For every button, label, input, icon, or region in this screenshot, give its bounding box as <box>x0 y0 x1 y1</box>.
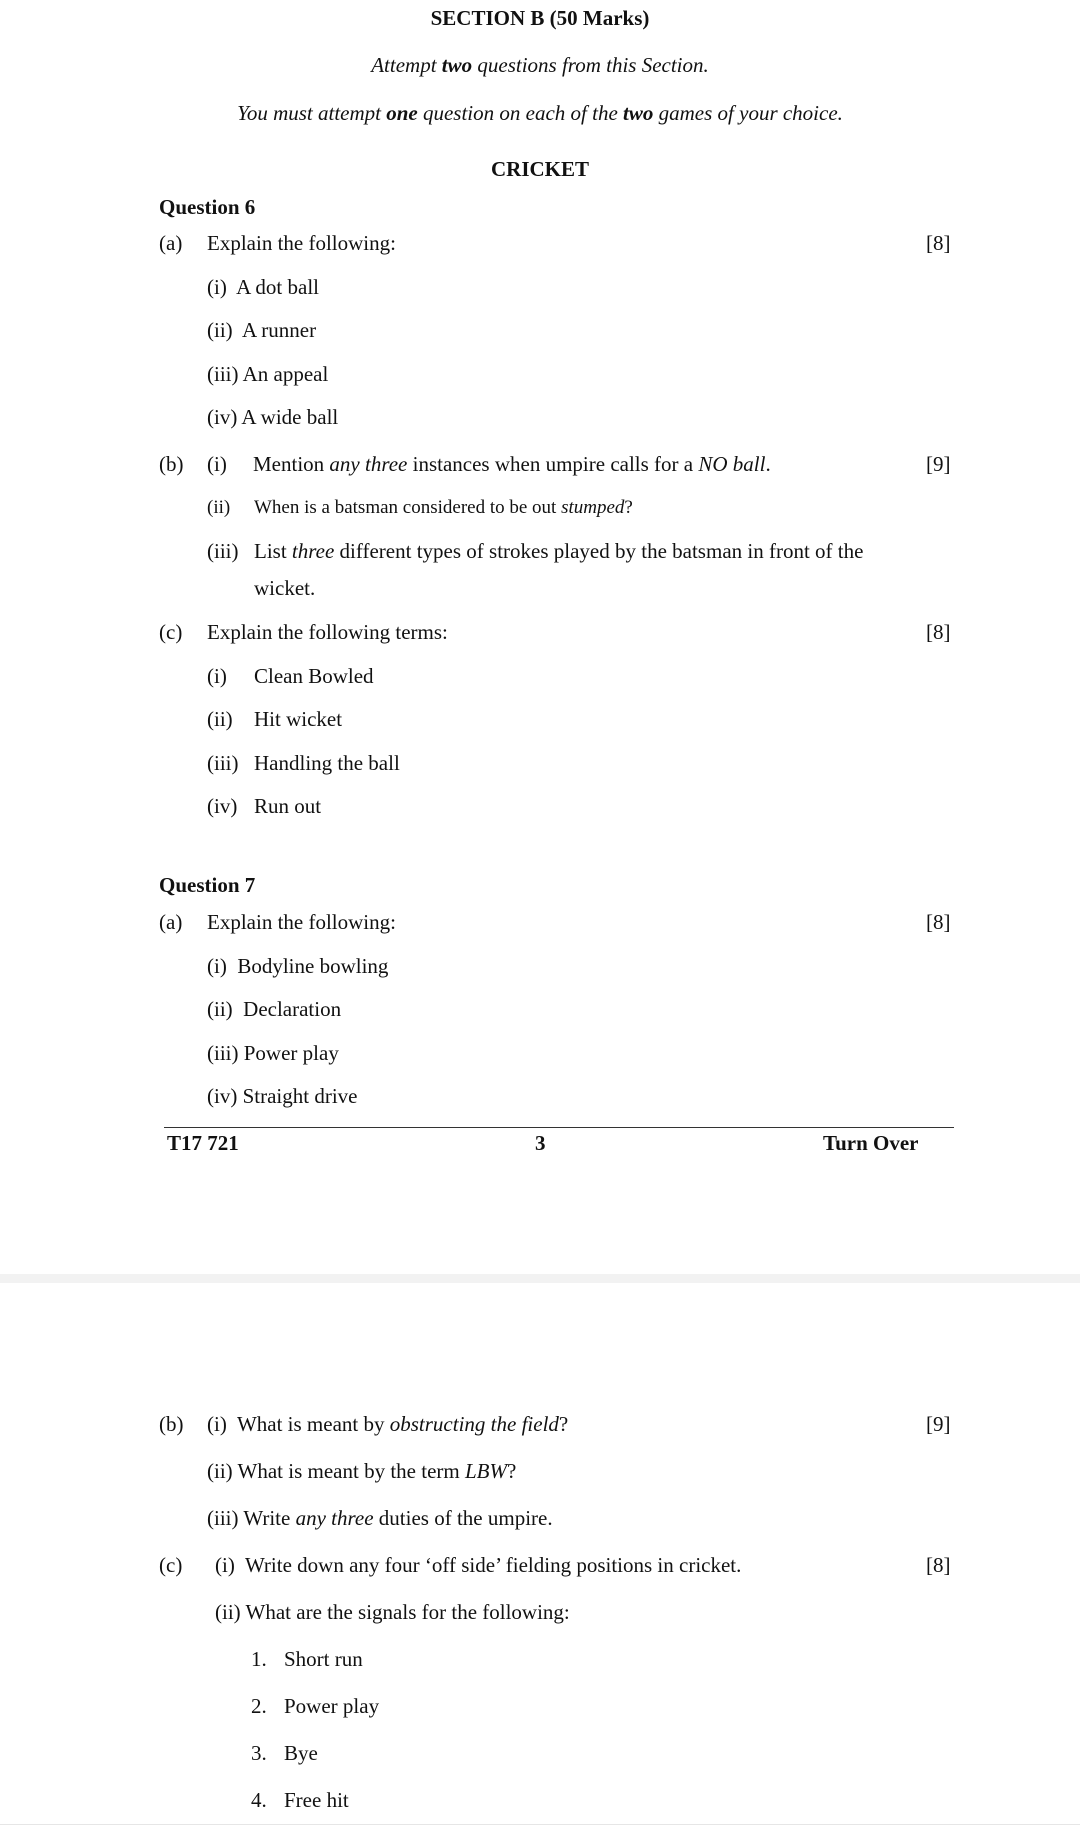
q7a-item: (i) Bodyline bowling <box>207 954 389 978</box>
q6c-item-num: (ii) <box>207 707 233 731</box>
signal-num: 2. <box>251 1694 267 1718</box>
q6c-item-num: (iii) <box>207 751 239 775</box>
q7c-marks: [8] <box>926 1553 951 1577</box>
q7c-i: (i) Write down any four ‘off side’ fielding positions in cricket. <box>215 1553 742 1577</box>
signal-num: 3. <box>251 1741 267 1765</box>
question-7-title: Question 7 <box>159 873 256 897</box>
q7a-item: (iii) Power play <box>207 1041 339 1065</box>
signal-text: Short run <box>284 1647 363 1671</box>
q6c-item-text: Handling the ball <box>254 751 400 775</box>
q6b-marks: [9] <box>926 452 951 476</box>
q6a-item: (iv) A wide ball <box>207 405 339 429</box>
footer-page-number: 3 <box>535 1131 546 1155</box>
q7a-item: (ii) Declaration <box>207 997 342 1021</box>
q6b-i-text: Mention any three instances when umpire calls for a NO ball. <box>253 452 771 476</box>
signal-text: Bye <box>284 1741 318 1765</box>
page-separator <box>0 1274 1080 1283</box>
q7c-ii: (ii) What are the signals for the following: <box>215 1600 570 1624</box>
game-heading: CRICKET <box>490 157 590 181</box>
q6c-item-num: (iv) <box>207 794 238 818</box>
q6a-item: (iii) An appeal <box>207 362 329 386</box>
q7a-marks: [8] <box>926 910 951 934</box>
q6a-item: (i) A dot ball <box>207 275 320 299</box>
q6a-label: (a) <box>159 231 183 255</box>
q6c-marks: [8] <box>926 620 951 644</box>
signal-num: 1. <box>251 1647 267 1671</box>
q7b-i: (i) What is meant by obstructing the field? <box>207 1412 569 1436</box>
footer-code: T17 721 <box>167 1131 239 1155</box>
signal-text: Free hit <box>284 1788 349 1812</box>
q6b-ii-text: When is a batsman considered to be out stumped? <box>254 497 633 518</box>
footer-rule <box>164 1127 954 1128</box>
q7c-label: (c) <box>159 1553 183 1577</box>
instruction-2: You must attempt one question on each of the two games of your choice. <box>237 101 843 125</box>
q6b-iii-text: List three different types of strokes played by the batsman in front of the <box>254 539 864 563</box>
signal-num: 4. <box>251 1788 267 1812</box>
section-title: SECTION B (50 Marks) <box>430 6 650 30</box>
instruction-1: Attempt two questions from this Section. <box>371 53 709 77</box>
q6a-marks: [8] <box>926 231 951 255</box>
q7a-text: Explain the following: <box>207 910 396 934</box>
page-bottom-edge <box>0 1824 1080 1825</box>
q6c-label: (c) <box>159 620 183 644</box>
q6b-iii-num: (iii) <box>207 539 239 563</box>
q6c-item-text: Run out <box>254 794 322 818</box>
q7a-item: (iv) Straight drive <box>207 1084 358 1108</box>
q6a-item: (ii) A runner <box>207 318 317 342</box>
q6b-iii-text-cont: wicket. <box>254 576 316 600</box>
footer-turn-over: Turn Over <box>823 1131 919 1155</box>
q7b-label: (b) <box>159 1412 184 1436</box>
q6b-i-num: (i) <box>207 452 227 476</box>
q6c-item-num: (i) <box>207 664 227 688</box>
q7b-ii: (ii) What is meant by the term LBW? <box>207 1459 517 1483</box>
q6c-item-text: Hit wicket <box>254 707 343 731</box>
q7b-iii: (iii) Write any three duties of the umpire. <box>207 1506 553 1530</box>
q6c-text: Explain the following terms: <box>207 620 448 644</box>
q6b-ii-num: (ii) <box>207 497 231 518</box>
q7a-label: (a) <box>159 910 183 934</box>
q6a-text: Explain the following: <box>207 231 396 255</box>
question-6-title: Question 6 <box>159 195 256 219</box>
signal-text: Power play <box>284 1694 380 1718</box>
q6b-label: (b) <box>159 452 184 476</box>
q7b-marks: [9] <box>926 1412 951 1436</box>
q6c-item-text: Clean Bowled <box>254 664 374 688</box>
